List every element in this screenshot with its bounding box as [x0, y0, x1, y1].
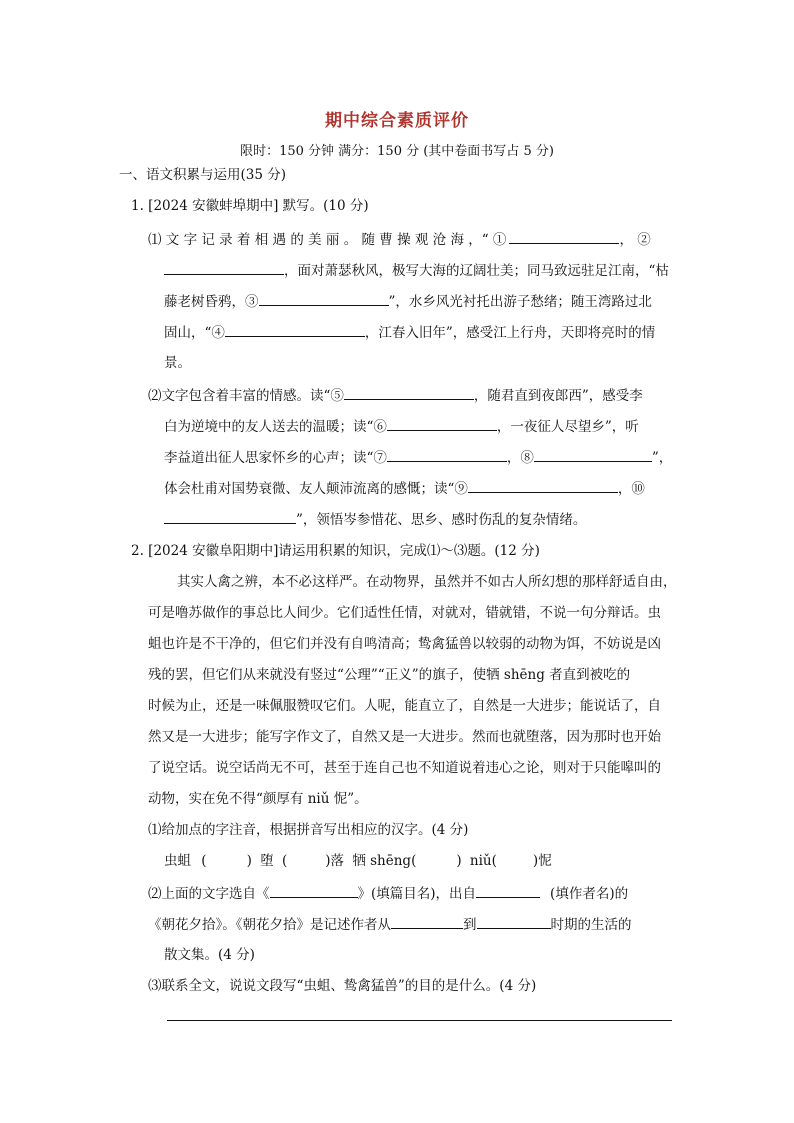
blank-1[interactable] [509, 229, 619, 244]
q1-part1-line1 [148, 229, 651, 250]
q2-sub2-line3: 散文集。(4 分) [164, 947, 255, 963]
q2-sub2-line2 [148, 914, 632, 935]
passage-line: 然又是一大进步；能写字作文了，自然又是一大进步。然而也就堕落，因为那时也开始 [148, 729, 661, 745]
word-1: 虫蛆 [164, 853, 191, 869]
passage-line: 其实人禽之辨，本不必这样严。在动物界，虽然并不如古人所幻想的那样舒适自由， [177, 574, 677, 590]
text: 到 [463, 917, 477, 933]
blank-2[interactable] [164, 260, 284, 275]
answer-line[interactable] [167, 1020, 672, 1021]
passage-line: 残的罢，但它们从来就没有竖过“公理”“正义”的旗子，使牺 shēng 者直到被吃的 [148, 667, 631, 683]
paren-open: ( [201, 853, 207, 869]
blank-title[interactable] [270, 883, 358, 898]
text: ，⑧ [506, 450, 534, 466]
exam-subtitle: 限时：150 分钟 满分：150 分 (其中卷面书写占 5 分) [240, 144, 554, 159]
text: ，⑩ [617, 481, 645, 497]
question-1-header: 1. [2024 安徽蚌埠期中] 默写。(10 分) [131, 198, 369, 214]
text: ⑴ 文 字 记 录 着 相 遇 的 美 丽 。 随 曹 操 观 沧 海 ，“ ① [148, 232, 507, 248]
blank-3[interactable] [259, 291, 389, 306]
word-3: 牺 shēng [352, 853, 412, 869]
q1-part2-line4 [164, 478, 645, 499]
blank-to[interactable] [477, 914, 551, 929]
q2-sub1: ⑴给加点的字注音，根据拼音写出相应的汉字。(4 分) [148, 822, 469, 838]
passage-line: 了说空话。说空话尚无不可，甚至于连自己也不知道说着违心之论，则对于只能嗥叫的 [148, 760, 661, 776]
paren-close: )怩 [532, 853, 552, 869]
passage-line: 蛆也许是不干净的，但它们并没有自鸣清高；鸷禽猛兽以较弱的动物为饵，不妨说是凶 [148, 636, 661, 652]
text: 白为逆境中的友人送去的温暖；读“⑥ [164, 419, 387, 435]
text: 李益道出征人思家怀乡的心声；读“⑦ [164, 450, 387, 466]
q1-part2-line3 [164, 447, 672, 468]
text: ⑵上面的文字选自《 [148, 886, 270, 902]
paren-open: ( [491, 853, 497, 869]
passage-line: 时候为止，还是一味佩服赞叹它们。人呢，能直立了，自然是一大进步；能说话了，自 [148, 698, 661, 714]
exam-title: 期中综合素质评价 [325, 111, 469, 131]
text: (填作者名)的 [550, 886, 629, 902]
q2-sub3: ⑶联系全文，说说文段写“虫蛆、鸷禽猛兽”的目的是什么。(4 分) [148, 978, 537, 994]
blank-7[interactable] [387, 447, 507, 462]
blank-4[interactable] [225, 322, 365, 337]
paren-close: ) [456, 853, 462, 869]
paren-open: ( [411, 853, 417, 869]
paren-close: )落 [325, 853, 345, 869]
text: 固山，“④ [164, 325, 225, 341]
paren-open: ( [281, 853, 288, 869]
text: ，一夜征人尽望乡”，听 [496, 419, 639, 435]
q1-part1-line3 [164, 291, 652, 312]
text: 《朝花夕拾》。《朝花夕拾》是记述作者从 [148, 917, 391, 933]
text: ”，领悟岑参惜花、思乡、感时伤乱的复杂情绪。 [296, 512, 587, 528]
text: 藤老树昏鸦，③ [164, 294, 259, 310]
blank-8[interactable] [534, 447, 652, 462]
q1-part1-line5: 景。 [164, 355, 191, 371]
q1-part1-line4 [164, 322, 655, 343]
q1-part2-line2 [164, 416, 639, 437]
word-2: 堕 [260, 853, 274, 869]
text: ”，水乡风光衬托出游子愁绪；随王湾路过北 [388, 294, 652, 310]
q1-part2-line1 [148, 385, 643, 406]
blank-from[interactable] [391, 914, 463, 929]
blank-5[interactable] [344, 385, 474, 400]
text: ⑵文字包含着丰富的情感。读“⑤ [148, 388, 344, 404]
word-4: niǔ [469, 853, 492, 869]
text: ，江春入旧年”，感受江上行舟，天即将亮时的情 [364, 325, 656, 341]
blank-6[interactable] [387, 416, 497, 431]
passage-line: 可是噜苏做作的事总比人间少。它们适性任情，对就对，错就错，不说一句分辩话。虫 [148, 605, 661, 621]
text: ， ② [619, 232, 651, 248]
q1-part2-line5 [164, 509, 586, 530]
q2-sub2-line1 [148, 883, 628, 904]
pinyin-row [164, 851, 552, 871]
blank-9[interactable] [468, 478, 618, 493]
text: ，随君直到夜郎西”，感受李 [473, 388, 643, 404]
section-heading: 一、语文积累与运用(35 分) [119, 167, 287, 183]
blank-author[interactable] [476, 883, 540, 898]
blank-10[interactable] [164, 509, 296, 524]
text: ”， [651, 450, 673, 466]
question-2-header: 2. [2024 安徽阜阳期中]请运用积累的知识，完成⑴～⑶题。(12 分) [131, 543, 540, 559]
text: 体会杜甫对国势衰微、友人颠沛流离的感慨；读“⑨ [164, 481, 468, 497]
passage-line: 动物，实在免不得“颜厚有 niǔ 怩”。 [148, 791, 368, 807]
text: ，面对萧瑟秋风，极写大海的辽阔壮美；同马致远驻足江南，“枯 [284, 263, 669, 279]
text: 时期的生活的 [550, 917, 632, 933]
text: 》(填篇目名)，出自 [357, 886, 477, 902]
paren-close: ) [246, 853, 252, 869]
q1-part1-line2 [164, 260, 669, 281]
